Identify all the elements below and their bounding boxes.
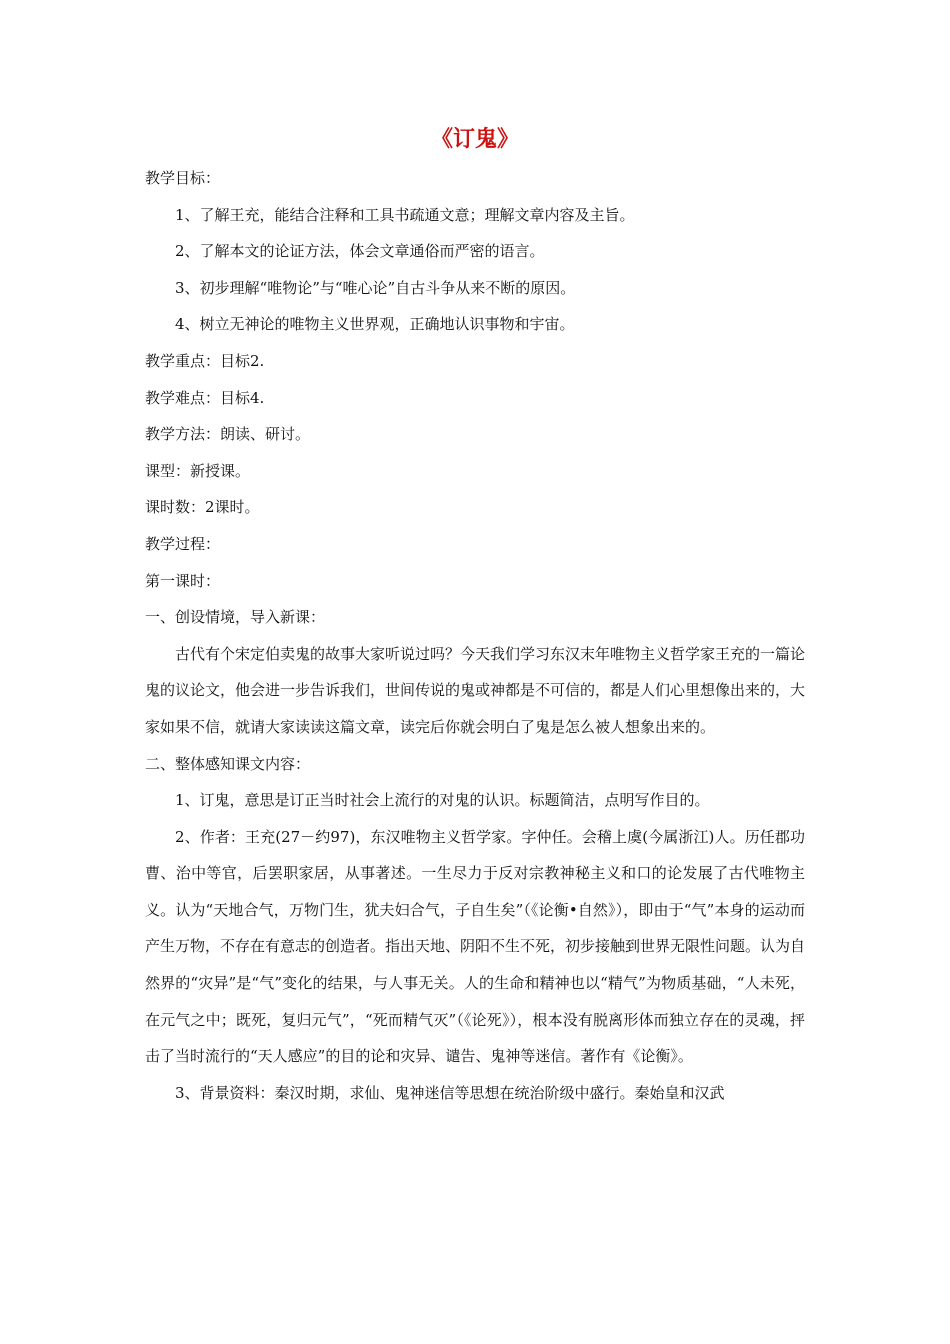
section-2-heading: 二、整体感知课文内容： — [145, 754, 311, 773]
goal-item-2: 2、了解本文的论证方法，体会文章通俗而严密的语言。 — [175, 242, 545, 261]
document-title: 《订鬼》 — [430, 126, 519, 152]
teaching-focus: 教学重点：目标2. — [145, 351, 265, 370]
section-1-heading: 一、创设情境，导入新课： — [145, 608, 326, 627]
goal-item-4: 4、树立无神论的唯物主义世界观，正确地认识事物和宇宙。 — [175, 315, 575, 334]
teaching-method: 教学方法：朗读、研讨。 — [145, 425, 311, 444]
lesson-count: 课时数：2课时。 — [145, 498, 260, 517]
intro-paragraph: 古代有个宋定伯卖鬼的故事大家听说过吗？今天我们学习东汉末年唯物主义哲学家王充的一篇论鬼的议论文，他会进一步告诉我们，世间传说的鬼或神都是不可信的，都是人们心里想像出来的，大家如果不信，就请大家读读这篇文章，读完后你就会明白了鬼是怎么被人想象出来的。 — [145, 644, 806, 736]
section-2-item-3-background: 3、背景资料：秦汉时期，求仙、鬼神迷信等思想在统治阶级中盛行。秦始皇和汉武 — [175, 1083, 725, 1102]
lesson-type: 课型：新授课。 — [145, 461, 251, 480]
teaching-difficulty: 教学难点：目标4. — [145, 388, 265, 407]
section-2-item-1: 1、订鬼，意思是订正当时社会上流行的对鬼的认识。标题简洁，点明写作目的。 — [175, 791, 710, 810]
goal-item-3: 3、初步理解“唯物论”与“唯心论”自古斗争从来不断的原因。 — [175, 278, 576, 297]
heading-first-lesson: 第一课时： — [145, 571, 221, 590]
heading-teaching-goals: 教学目标： — [145, 169, 221, 187]
document-body — [145, 160, 805, 1111]
goal-item-1: 1、了解王充，能结合注释和工具书疏通文意；理解文章内容及主旨。 — [175, 205, 635, 224]
heading-teaching-process: 教学过程： — [145, 534, 221, 553]
section-2-item-2-author: 2、作者：王充(27－约97)，东汉唯物主义哲学家。字仲任。会稽上虞(今属浙江)人。历任郡功曹、治中等官，后罢职家居，从事著述。一生尽力于反对宗教神秘主义和口的论发展了古代唯物主义。认为“天地合气，万物门生，犹夫妇合气，子自生矣”（《论衡•自然》），即由于“气”本身的运动而产生万物，不存在有意志的创造者。指出天地、阴阳不生不死，初步接触到世界无限性问题。认为自然界的“灾异”是“气”变化的结果，与人事无关。人的生命和精神也以“精气”为物质基础，“人未死，在元气之中；既死，复归元气”，“死而精气灭”（《论死》），根本没有脱离形体而独立存在的灵魂，抨击了当时流行的“天人感应”的目的论和灾异、谴告、鬼神等迷信。著作有《论衡》。 — [145, 827, 806, 1066]
